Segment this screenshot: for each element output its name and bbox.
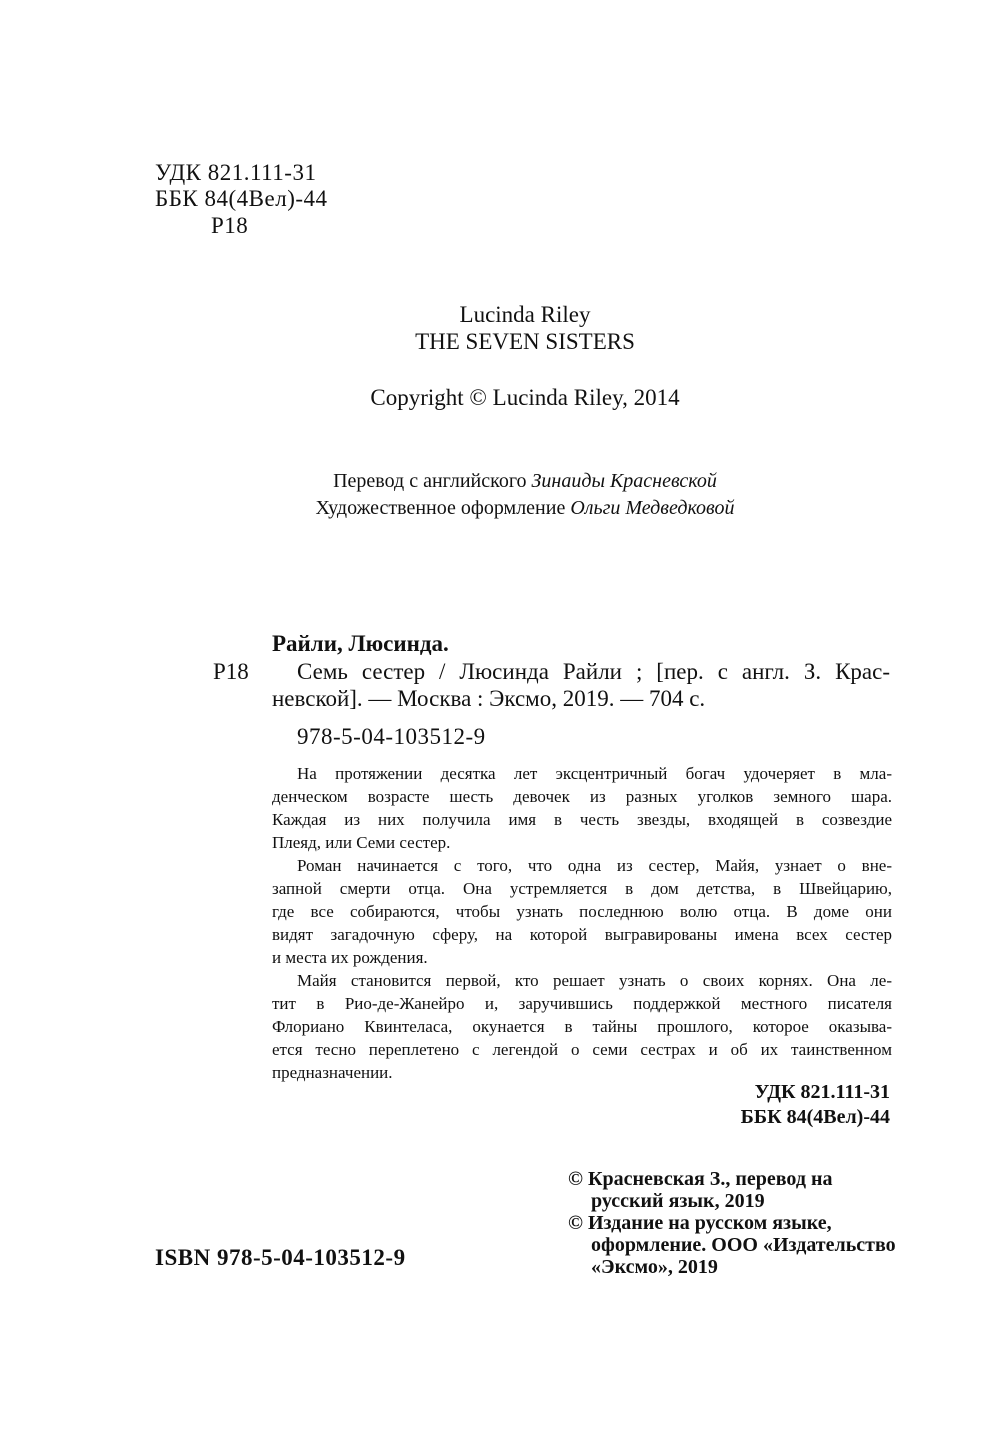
rights-line: © Красневская З., перевод на [568, 1168, 833, 1190]
rights-line: © Издание на русском языке, [568, 1212, 832, 1234]
bib-line-2: невской]. — Москва : Эксмо, 2019. — 704 с. [272, 686, 706, 711]
annotation-line: На протяжении десятка лет эксцентричный богач удочеряет в мла- [297, 764, 892, 783]
annotation-line: ется тесно переплетено с легендой о семи сестрах и об их таинственном [272, 1040, 892, 1059]
designer-name: Ольги Медведковой [570, 497, 735, 519]
footer-udk: УДК 821.111-31 [754, 1081, 890, 1103]
bib-isbn: 978-5-04-103512-9 [297, 724, 486, 749]
rights-line: русский язык, 2019 [591, 1190, 765, 1212]
annotation-line: запной смерти отца. Она устремляется в дом детства, в Швейцарию, [272, 879, 892, 898]
isbn-footer: ISBN 978-5-04-103512-9 [155, 1245, 406, 1270]
rights-line: «Эксмо», 2019 [591, 1256, 718, 1278]
annotation-line: Каждая из них получила имя в честь звезды, входящей в созвездие [272, 810, 892, 829]
translation-label: Перевод с английского [333, 470, 527, 492]
design-label: Художественное оформление [315, 497, 566, 519]
bib-line-1: Семь сестер / Люсинда Райли ; [пер. с англ. З. Крас- [297, 659, 890, 684]
annotation-line: Флориано Квинтеласа, окунается в тайны прошлого, которое оказыва- [272, 1017, 892, 1036]
bib-heading: Райли, Люсинда. [272, 631, 449, 656]
translator-name: Зинаиды Красневской [531, 470, 717, 492]
annotation-line: где все собираются, чтобы узнать последнюю волю отца. В доме они [272, 902, 892, 921]
original-author: Lucinda Riley [459, 302, 591, 327]
annotation-line: и места их рождения. [272, 948, 428, 967]
bib-mark: Р18 [213, 659, 249, 684]
annotation-line: денческом возрасте шесть девочек из разных уголков земного шара. [272, 787, 892, 806]
bbk-code: ББК 84(4Вел)-44 [155, 186, 328, 211]
design-credit [200, 494, 850, 522]
udk-code: УДК 821.111-31 [155, 160, 317, 185]
annotation [272, 762, 892, 1084]
annotation-line: тит в Рио-де-Жанейро и, заручившись поддержкой местного писателя [272, 994, 892, 1013]
author-mark: Р18 [211, 213, 249, 238]
translation-credit [200, 467, 850, 495]
annotation-line: Роман начинается с того, что одна из сестер, Майя, узнает о вне- [297, 856, 892, 875]
footer-bbk: ББК 84(4Вел)-44 [740, 1106, 890, 1128]
annotation-line: Плеяд, или Семи сестер. [272, 833, 451, 852]
rights-line: оформление. ООО «Издательство [591, 1234, 896, 1256]
original-title: THE SEVEN SISTERS [415, 329, 635, 354]
copyright-line: Copyright © Lucinda Riley, 2014 [370, 385, 680, 410]
annotation-line: предназначении. [272, 1063, 393, 1082]
annotation-line: видят загадочную сферу, на которой выгравированы имена всех сестер [272, 925, 892, 944]
annotation-line: Майя становится первой, кто решает узнать о своих корнях. Она ле- [297, 971, 892, 990]
